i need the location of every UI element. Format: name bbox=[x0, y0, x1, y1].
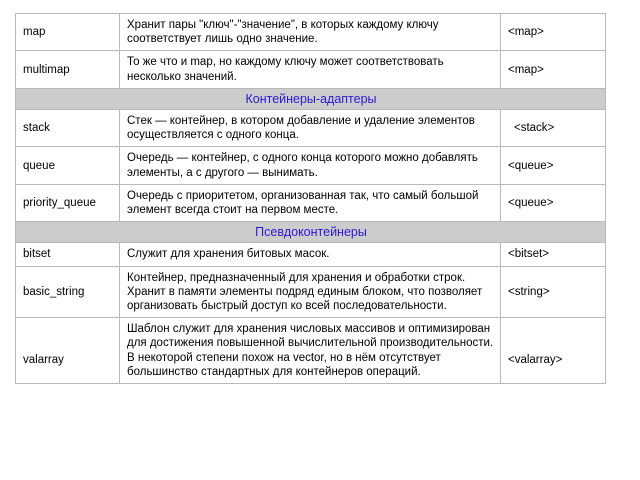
table-row bbox=[16, 243, 606, 266]
container-description: Служит для хранения битовых масок. bbox=[120, 243, 501, 266]
container-header-file: <valarray> bbox=[501, 318, 606, 384]
table-section-row bbox=[16, 222, 606, 243]
container-name: stack bbox=[16, 110, 120, 147]
container-header-file: <bitset> bbox=[501, 243, 606, 266]
container-header-file: <map> bbox=[501, 51, 606, 88]
container-header-file: <queue> bbox=[501, 184, 606, 221]
container-description: Стек — контейнер, в котором добавление и удаление элементов осуществляется с одного конца. bbox=[120, 110, 501, 147]
stl-containers-table-wrapper bbox=[15, 13, 605, 384]
table-row bbox=[16, 147, 606, 184]
container-name: map bbox=[16, 14, 120, 51]
table-row bbox=[16, 14, 606, 51]
container-description: Контейнер, предназначенный для хранения и обработки строк. Хранит в памяти элементы подряд единым блоком, что позволяет организовать быстрый доступ ко всей последовательности. bbox=[120, 266, 501, 318]
container-name: multimap bbox=[16, 51, 120, 88]
section-title: Контейнеры-адаптеры bbox=[16, 88, 606, 109]
table-row bbox=[16, 184, 606, 221]
table-row bbox=[16, 266, 606, 318]
table-body bbox=[16, 14, 606, 384]
table-row bbox=[16, 110, 606, 147]
stl-containers-table bbox=[15, 13, 606, 384]
container-header-file: <queue> bbox=[501, 147, 606, 184]
container-description: Шаблон служит для хранения числовых массивов и оптимизирован для достижения повышенной вычислительной производительности. В некоторой степени похож на vector, но в нём отсутствует большинство стандартных для контейнеров операций. bbox=[120, 318, 501, 384]
container-name: priority_queue bbox=[16, 184, 120, 221]
table-row bbox=[16, 318, 606, 384]
container-name: queue bbox=[16, 147, 120, 184]
table-section-row bbox=[16, 88, 606, 109]
table-row bbox=[16, 51, 606, 88]
section-title: Псевдоконтейнеры bbox=[16, 222, 606, 243]
container-name: valarray bbox=[16, 318, 120, 384]
container-name: basic_string bbox=[16, 266, 120, 318]
container-description: Очередь с приоритетом, организованная так, что самый большой элемент всегда стоит на первом месте. bbox=[120, 184, 501, 221]
container-header-file: <map> bbox=[501, 14, 606, 51]
container-name: bitset bbox=[16, 243, 120, 266]
container-header-file: <stack> bbox=[501, 110, 606, 147]
container-description: То же что и map, но каждому ключу может соответствовать несколько значений. bbox=[120, 51, 501, 88]
container-description: Хранит пары "ключ"-"значение", в которых каждому ключу соответствует лишь одно значение. bbox=[120, 14, 501, 51]
container-header-file: <string> bbox=[501, 266, 606, 318]
container-description: Очередь — контейнер, с одного конца которого можно добавлять элементы, а с другого — вынимать. bbox=[120, 147, 501, 184]
